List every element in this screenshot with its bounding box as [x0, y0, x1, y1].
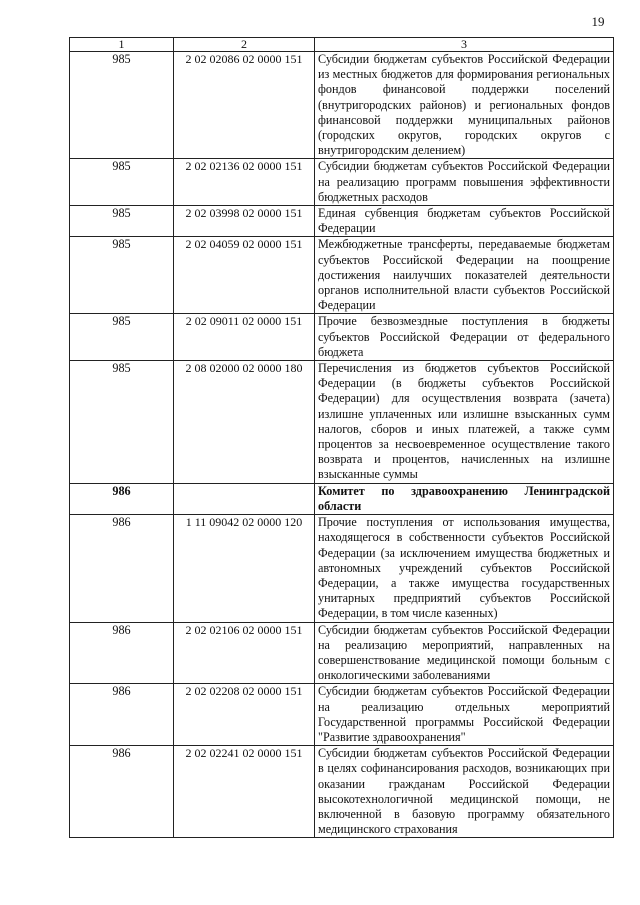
admin-code-cell: 986 — [70, 622, 174, 684]
table-row — [70, 746, 614, 838]
header-col-2: 2 — [174, 38, 315, 52]
table-row — [70, 52, 614, 159]
admin-code-cell: 985 — [70, 52, 174, 159]
revenue-code-cell — [174, 483, 315, 514]
revenue-description-cell: Перечисления из бюджетов субъектов Российской Федерации (в бюджеты субъектов Российской Федерации) для осуществления возврата (зачета) излишне уплаченных или излишне взысканных сумм налогов, сборов и иных платежей, а также сумм процентов за несвоевременное осуществление такого возврата и процентов, начисленных на излишне взысканные суммы — [315, 361, 614, 484]
revenue-description-cell: Субсидии бюджетам субъектов Российской Федерации на реализацию программ повышения эффективности бюджетных расходов — [315, 159, 614, 206]
table-row — [70, 314, 614, 361]
revenue-description-cell: Субсидии бюджетам субъектов Российской Федерации на реализацию мероприятий, направленных на совершенствование медицинской помощи больным с онкологическими заболеваниями — [315, 622, 614, 684]
revenue-description-cell: Прочие поступления от использования имущества, находящегося в собственности субъектов Российской Федерации (за исключением имущества бюджетных и автономных учреждений субъектов Российской Федерации, а также имущества государственных унитарных предприятий субъектов Российской Федерации, в том числе казенных) — [315, 515, 614, 622]
table-row — [70, 515, 614, 622]
admin-code-cell: 986 — [70, 684, 174, 746]
revenue-code-cell: 2 08 02000 02 0000 180 — [174, 361, 315, 484]
revenue-code-cell: 2 02 02136 02 0000 151 — [174, 159, 315, 206]
table-row — [70, 206, 614, 237]
revenue-code-cell: 2 02 02106 02 0000 151 — [174, 622, 315, 684]
revenue-description-cell: Межбюджетные трансферты, передаваемые бюджетам субъектов Российской Федерации на поощрение достижения наилучших показателей деятельности органов исполнительной власти субъектов Российской Федерации — [315, 237, 614, 314]
revenue-code-cell: 2 02 02208 02 0000 151 — [174, 684, 315, 746]
revenue-description-cell: Комитет по здравоохранению Ленинградской области — [315, 483, 614, 514]
admin-code-cell: 985 — [70, 206, 174, 237]
table-row — [70, 159, 614, 206]
header-col-1: 1 — [70, 38, 174, 52]
revenue-code-cell: 1 11 09042 02 0000 120 — [174, 515, 315, 622]
page-number: 19 — [591, 14, 605, 29]
revenue-code-cell: 2 02 03998 02 0000 151 — [174, 206, 315, 237]
table-section-row — [70, 483, 614, 514]
revenue-code-cell: 2 02 09011 02 0000 151 — [174, 314, 315, 361]
revenue-codes-table — [69, 37, 614, 838]
revenue-description-cell: Субсидии бюджетам субъектов Российской Федерации на реализацию отдельных мероприятий Государственной программы Российской Федерации "Развитие здравоохранения" — [315, 684, 614, 746]
revenue-code-cell: 2 02 04059 02 0000 151 — [174, 237, 315, 314]
table-body — [70, 52, 614, 838]
table-row — [70, 684, 614, 746]
admin-code-cell: 986 — [70, 483, 174, 514]
revenue-description-cell: Единая субвенция бюджетам субъектов Российской Федерации — [315, 206, 614, 237]
revenue-code-cell: 2 02 02241 02 0000 151 — [174, 746, 315, 838]
admin-code-cell: 985 — [70, 361, 174, 484]
table-row — [70, 361, 614, 484]
admin-code-cell: 985 — [70, 237, 174, 314]
revenue-code-cell: 2 02 02086 02 0000 151 — [174, 52, 315, 159]
revenue-description-cell: Субсидии бюджетам субъектов Российской Федерации в целях софинансирования расходов, возникающих при оказании гражданам Российской Федерации высокотехнологичной медицинской помощи, не включенной в базовую программу обязательного медицинского страхования — [315, 746, 614, 838]
revenue-description-cell: Прочие безвозмездные поступления в бюджеты субъектов Российской Федерации от федерального бюджета — [315, 314, 614, 361]
admin-code-cell: 985 — [70, 159, 174, 206]
admin-code-cell: 986 — [70, 746, 174, 838]
header-col-3: 3 — [315, 38, 614, 52]
table-header-row — [70, 38, 614, 52]
admin-code-cell: 986 — [70, 515, 174, 622]
admin-code-cell: 985 — [70, 314, 174, 361]
table-row — [70, 237, 614, 314]
revenue-description-cell: Субсидии бюджетам субъектов Российской Федерации из местных бюджетов для формирования региональных фондов финансовой поддержки поселений (внутригородских районов) и региональных фондов финансовой поддержки муниципальных районов (городских округов, городских округов с внутригородским делением) — [315, 52, 614, 159]
table-row — [70, 622, 614, 684]
